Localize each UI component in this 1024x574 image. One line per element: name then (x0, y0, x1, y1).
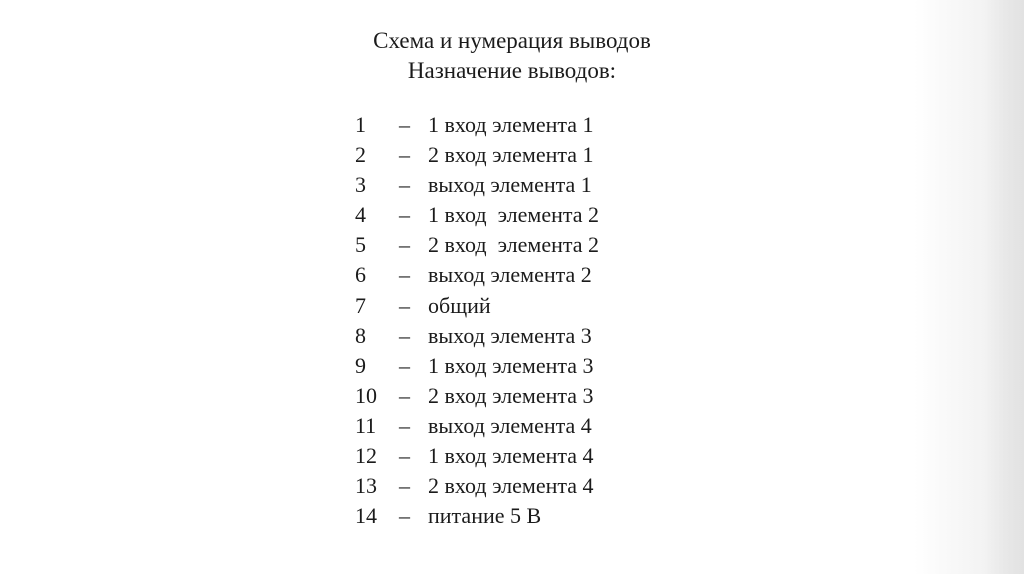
pin-number: 5 (355, 232, 366, 258)
pin-description: общий (428, 292, 491, 318)
pin-description: выход элемента 2 (428, 262, 592, 288)
pin-dash: – (399, 322, 410, 348)
pin-description: 1 вход элемента 3 (428, 352, 594, 378)
pin-number: 4 (355, 202, 366, 228)
pin-row (355, 381, 775, 411)
pin-description: выход элемента 1 (428, 172, 592, 198)
pin-row (355, 471, 775, 501)
pin-number: 14 (355, 503, 377, 529)
pin-row (355, 501, 775, 531)
pin-row (355, 230, 775, 260)
pin-description: 2 вход элемента 4 (428, 473, 594, 499)
pin-dash: – (399, 172, 410, 198)
pin-row (355, 140, 775, 170)
pin-description: 2 вход элемента 3 (428, 382, 594, 408)
pin-dash: – (399, 112, 410, 137)
pin-number: 7 (355, 292, 366, 318)
slide-subtitle: Назначение выводов: (407, 58, 617, 83)
pin-row (355, 441, 775, 471)
pin-number: 9 (355, 352, 366, 378)
edge-shadow (914, 0, 1024, 574)
pin-assignment-list (355, 110, 775, 531)
pin-row (355, 411, 775, 441)
pin-row (355, 260, 775, 290)
pin-number: 8 (355, 322, 366, 348)
pin-row (355, 321, 775, 351)
pin-number: 1 (355, 112, 366, 137)
pin-dash: – (399, 202, 410, 228)
slide-title: Схема и нумерация выводов (373, 28, 651, 53)
pin-row (355, 170, 775, 200)
pin-description: питание 5 В (428, 503, 542, 529)
pin-row (355, 351, 775, 381)
pin-row (355, 200, 775, 230)
pin-row (355, 110, 775, 140)
pin-description: выход элемента 3 (428, 322, 592, 348)
pin-row (355, 291, 775, 321)
pin-dash: – (399, 262, 410, 288)
pin-dash: – (399, 473, 410, 499)
pin-dash: – (399, 443, 410, 469)
pin-dash: – (399, 382, 410, 408)
pin-description: 2 вход элемента 1 (428, 142, 594, 168)
pin-dash: – (399, 412, 410, 438)
pin-dash: – (399, 352, 410, 378)
pin-description: 1 вход элемента 4 (428, 443, 594, 469)
pin-number: 2 (355, 142, 366, 168)
pin-description: 1 вход элемента 1 (428, 112, 594, 137)
pin-number: 13 (355, 473, 377, 499)
pin-number: 10 (355, 382, 377, 408)
pin-description: выход элемента 4 (428, 412, 592, 438)
pin-number: 3 (355, 172, 366, 198)
pin-dash: – (399, 232, 410, 258)
pin-number: 12 (355, 443, 377, 469)
pin-number: 11 (355, 412, 377, 438)
pin-dash: – (399, 503, 410, 529)
pin-dash: – (399, 142, 410, 168)
pin-description: 2 вход элемента 2 (428, 232, 600, 258)
pin-dash: – (399, 292, 410, 318)
pin-number: 6 (355, 262, 366, 288)
pin-description: 1 вход элемента 2 (428, 202, 600, 228)
